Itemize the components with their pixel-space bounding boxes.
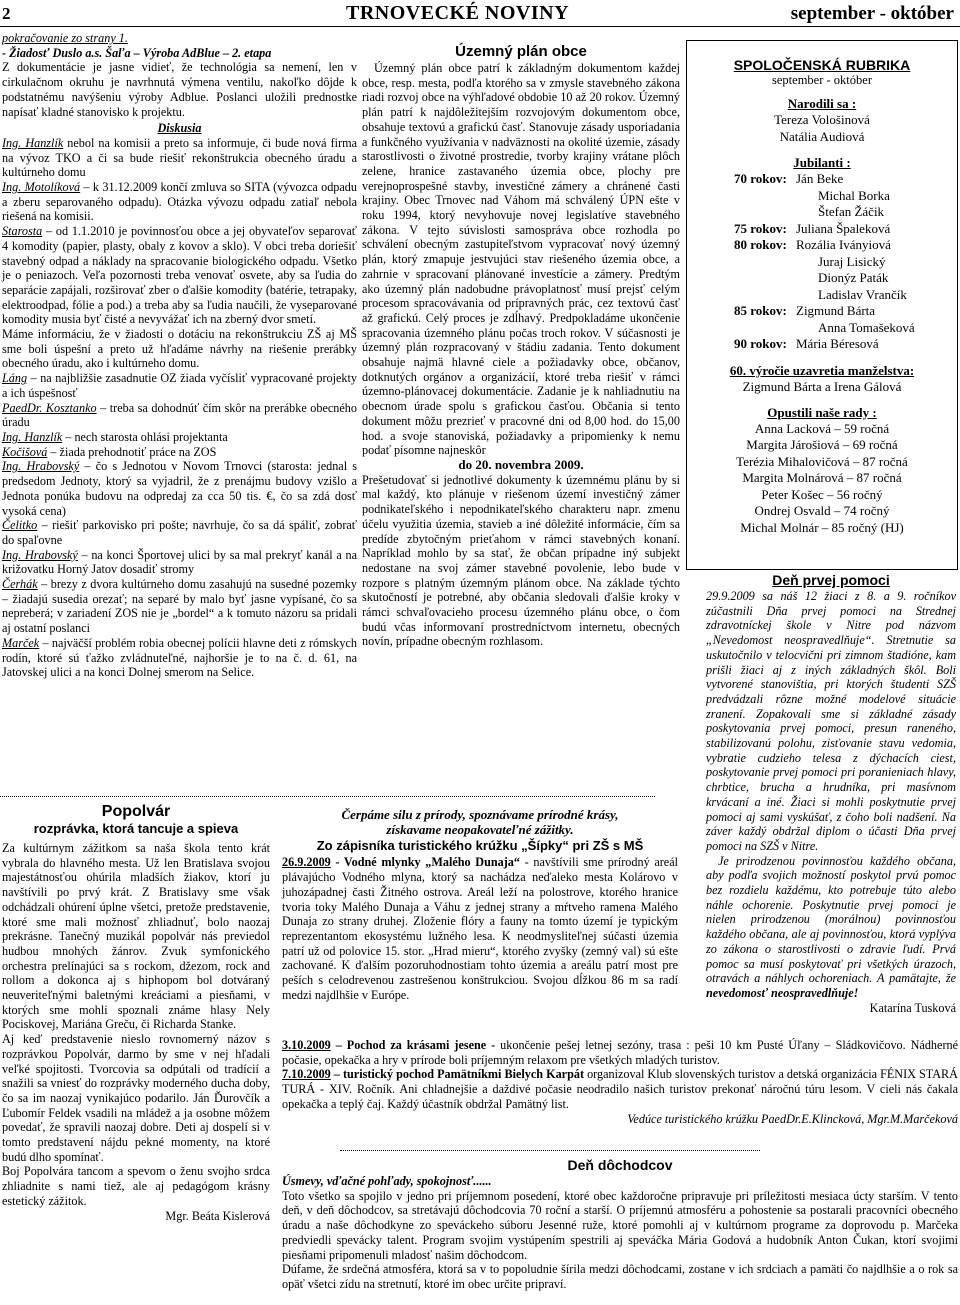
jubilee-row	[734, 237, 957, 254]
left-column	[2, 31, 357, 680]
births-list	[687, 112, 957, 145]
first-aid-title: Deň prvej pomoci	[772, 572, 890, 588]
continuation-note: pokračovanie zo strany 1.	[2, 31, 128, 45]
hike-1-title: - Vodné mlynky „Malého Dunaja“	[330, 855, 520, 870]
hiking-signature: Vedúce turistického krúžku PaedDr.E.Klincková, Mgr.M.Marčeková	[627, 1111, 958, 1126]
first-aid-article	[706, 572, 956, 1015]
speaker-name: Čelitko	[2, 518, 38, 533]
speaker-text: – k 31.12.2009 končí zmluva so SITA (vývozca odpadu a zberu separovaného odpadu). Otázka vývozu odpadu zatiaľ nebola riešená na komisii.	[2, 180, 357, 224]
jubilee-name: Ján Beke	[796, 171, 844, 186]
hike-1-date: 26.9.2009	[282, 855, 331, 870]
speaker-name: Ing. Hanzlík	[2, 135, 64, 150]
discussion-item	[2, 327, 357, 371]
anniversary-couple: Zigmund Bárta a Irena Gálová	[742, 378, 902, 394]
speaker-name: Ing. Hrabovský	[2, 547, 78, 562]
jubilee-name: Ladislav Vrančík	[818, 286, 907, 302]
popolvar-text: Za kultúrnym zážitkom sa naša škola tento krát vybrala do hlavného mesta. Už len Bratislava svojou majestátnosťou ohúrila mladších žiakov, ktorí ju navštívili po prvý krát. Z Bratislavy sme však odchádzali ohúrení úplne všetci, pretože predstavenie, ktoré sme mali možnosť zhliadnuť, bolo naozaj prekrásne. Tanečný muzikál popolvár nás previedol hudbou mnohých žánrov. Zvuk symfonického orchestra prelínajúci sa s rockom, džezom, rock and rollom a dokonca aj s hiphopom bol dotváraný neuveriteľnými baletnými kreáciami a piesňami, v ktorých sme mohli spoznali známe hlasy Nely Pociskovej, Mariána Greču, či Richarda Stanke.	[2, 841, 270, 1032]
deceased-entry: Margita Molnárová – 87 ročná	[742, 470, 902, 485]
speaker-text: – brezy z dvora kultúrneho domu zasahujú na susedné pozemky – žiadajú susedia orezať; na separé by malo byť jasne vypísané, čo sa nepreberá; v zariadení ZOS nie je „bordel“ a k tomuto názoru sa pridali aj ostatní poslanci	[2, 577, 357, 636]
page-number: 2	[2, 4, 11, 23]
discussion-list	[2, 136, 357, 680]
discussion-item	[2, 224, 357, 327]
discussion-item	[2, 577, 357, 636]
speaker-text: – na konci Športovej ulici by sa mal prekryť kanál a na križovatku Horný Jatov dosadiť stromy	[2, 547, 357, 577]
jubilee-row	[734, 303, 957, 320]
deceased-list	[687, 421, 957, 537]
hiking-motto-2: získavame neopakovateľné zážitky.	[386, 821, 574, 837]
jubilees-heading: Jubilanti :	[793, 155, 851, 170]
speaker-text: – treba sa dohodnúť čím skôr na prerábke obecného úradu	[2, 400, 357, 430]
jubilee-age	[734, 204, 796, 221]
speaker-name: Ing. Hrabovský	[2, 459, 80, 474]
speaker-text: – čo s Jednotou v Novom Trnovci (starosta: jednal s predsedom Jednoty, ktorý sa vyjadril, že z prenájmu budovy vzišlo a Jednota ponúka budovu na odpredaj za cca 50 tis. €, čo sa zdá dosť vysoká cena)	[2, 459, 357, 518]
popolvar-article	[2, 802, 270, 1223]
speaker-text: nebol na komisii a preto sa informuje, či bude nová firma na vývoz TKO a či sa bude riešiť rekonštrukcia obecného úradu a kultúrneho domu	[2, 135, 357, 180]
jubilee-name: Anna Tomašeková	[818, 319, 915, 335]
hiking-title: Zo zápisníka turistického krúžku „Šípky“ pri ZŠ s MŠ	[316, 838, 644, 854]
births-heading: Narodili sa :	[787, 96, 857, 111]
popolvar-text-3: Boj Popolvára tancom a spevom o ženu svojho srdca zhliadnite s nami tiež, ale aj pedagógom krásny estetický zážitok.	[2, 1164, 270, 1208]
jubilee-name: Michal Borka	[818, 187, 890, 203]
jubilee-age: 85 rokov:	[734, 303, 787, 318]
popolvar-title: Popolvár	[101, 803, 171, 820]
social-column-box	[686, 40, 958, 570]
deceased-entry: Michal Molnár – 85 ročný (HJ)	[740, 519, 904, 535]
zoning-plan-text: Územný plán obce patrí k základným dokumentom každej obce, resp. mesta, podľa ktorého sa v zmysle stavebného zákona riadi rozvoj obce na výhľadové obdobie 10 až 20 rokov. Územný plán patrí k najdôležitejším rozvojovým dokumentom obce, obsahuje textovú a grafickú časť. Stanovuje zásady usporiadania a funkčného využívania v nadväznosti na okolité územie, zásady starostlivosti o životné prostredie, tvorby krajiny vrátane plôch zelene, hranice zastavaného územia obce, plochy pre verejnoprospešné stavby, investičné zámery a chránené časti krajiny. Obec Trnovec nad Váhom má schválený ÚPN ešte v roku 1994, ktorý nevyhovuje novej legislatíve stavebného zákona. V tejto súvislosti samospráva obce rozhodla po schválení obecným zastupiteľstvom vypracovať nový územný plán, ktorý zmapuje jestvujúci stav riešeného územia obce, a zahrnie v spracovaní plánované investície a zámery. Predtým ako územný plán nadobudne právoplatnosť musí prejsť celým procesom spracovávania od prípravných prác, cez textovú časť až grafickú. Celý proces je zdĺhavý. Predpokladáme ukončenie spracovania územného plánu počas troch rokov. V súčasnosti je územný plán rozpracovaný v štádiu zadania. Tento dokument obsahuje najmä hlavné ciele a požiadavky obce, občanov, dotknutých orgánov a organizácií, ktoré treba riešiť v rámci územno-plánovacej dokumentácie. Zadanie je k nahliadnutiu na obecnom úrade spolu s grafickou časťou. Občania si tento dokument môžu prezrieť v pracovné dni od 8,00 hod. do 15,00 hod. a svoje stanoviská, požiadavky a pripomienky k nemu podať písomne najneskôr	[362, 61, 680, 458]
discussion-item	[2, 136, 357, 180]
jubilee-age: 80 rokov:	[734, 237, 787, 252]
hike-1-text: - navštívili sme prírodný areál plávajúcho Vodného mlyna, ktorý sa nachádza neďaleko mesta Kolárovo v juhozápadnej časti Žitného ostrova. Areál leží na polostrove, ktorého hranice tvoria toky Malého Dunaja a Váhu z jednej strany a mŕtveho ramena Malého Dunaja zo strany druhej. Zloženie flóry a fauny na tomto území je typickým reprezentantom ekosystému lužného lesa. K neodmysliteľnej súčasti územia patrí už od polovice 15. stor. „Hrad mieru“, ktorého zvyšky (zemný val) sú ešte zachované. K ďalším pozoruhodnostiam tohto územia a areálu patrí most pre peších s celodrevenou zastrešenou konštrukciou. Svojou dĺžkou 86 m sa radí medzi najdlhšie v Európe.	[282, 855, 678, 1002]
deceased-entry: Terézia Mihalovičová – 87 ročná	[736, 453, 908, 469]
hike-3-text: organizoval Klub slovenských turistov a detská organizácia FÉNIX STARÁ TURÁ - XIV. Ročník. Ani chladnejšie a daždivé počasie neodradilo našich turistov prekonať náročnú túru lesom. V cieli nás čakala opekačka a teplý čaj. Každý účastník obdržal Pamätný list.	[282, 1067, 958, 1111]
newspaper-title: TRNOVECKÉ NOVINY	[346, 2, 570, 24]
page-header	[0, 0, 960, 27]
speaker-name: Láng	[2, 371, 28, 386]
jubilee-name: Zigmund Bárta	[796, 303, 876, 318]
popolvar-text-2: Aj keď predstavenie nieslo rovnomerný názov s rozprávkou Popolvár, darmo by sme v nej hľadali veľké spojitosti. Tvorcovia sa odpútali od tradícií a snažili sa vniesť do rozprávky moderného ducha doby, čo sa im naozaj vynikajúco podarilo. Ján Ďurovčík a Ľubomír Feldek vsadili na mládež a ja osobne môžem povedať, že spravili naozaj dobre. Deti aj dospelí si v tomto predstavení nájdu pekné momenty, na ktoré budú dlho spomínať.	[2, 1032, 270, 1164]
jubilee-age	[734, 287, 796, 304]
seniors-title: Deň dôchodcov	[567, 1157, 673, 1173]
seniors-divider	[340, 1150, 760, 1151]
anniversary-heading: 60. výročie uzavretia manželstva:	[729, 362, 915, 378]
discussion-item	[2, 445, 357, 460]
discussion-item	[2, 636, 357, 680]
discussion-heading: Diskusia	[157, 121, 202, 136]
speaker-name: Marček	[2, 635, 40, 650]
middle-column	[362, 42, 680, 649]
jubilee-name: Dionýz Paták	[818, 270, 889, 285]
speaker-name: Ing. Motolíková	[2, 180, 81, 195]
adblue-text: Z dokumentácie je jasne vidieť, že technológia sa nemení, len v cirkulačnom okruhu je navrhnutá výmena ventilu, nakoľko dôjde k podstatnému navýšeniu výroby Adblue. Poslanci uložili prednostke napísať kladné stanovisko k projektu.	[2, 60, 357, 119]
hike-3-date: 7.10.2009	[282, 1067, 331, 1082]
discussion-item	[2, 518, 357, 547]
hike-2-title: – Pochod za krásami jesene -	[330, 1038, 496, 1052]
jubilee-row	[734, 204, 957, 221]
speaker-text: – žiada prehodnotiť práce na ZOS	[47, 444, 217, 459]
seniors-text-2: Dúfame, že srdečná atmosféra, ktorá sa v to popoludnie šírila medzi dôchodcami, zostane v ich srdciach a pamäti čo najdlhšie a o rok sa opäť všetci zídu na stretnutí, ktoré im obec určite pripraví.	[282, 1262, 958, 1291]
speaker-text: – najväčší problém robia obecnej polícii hlavne deti z rómskych rodín, ktoré sú ťažko zvládnuteľné, najhoršie je to na č. d. 61, na Jatovskej ulici a na konci Dolnej smerom na Selice.	[2, 635, 357, 680]
first-aid-text-2: Je prirodzenou povinnosťou každého občana, aby podľa svojich možností poskytol prvú pomoc bez rozdielu každému, kto potrebuje túto alebo náhle ochorenie. Poskytnutie prvej pomoci je nielen prirodzenou (morálnou) povinnosťou každého občana, ale aj povinnosťou, ktorá vyplýva zo zákona o starostlivosti o zdravie ľudí. Prvá pomoc sa musí poskytovať pri všetkých úrazoch, otravách a náhlych ochoreniach. A pamätajte, že	[706, 853, 956, 986]
hiking-article	[282, 808, 678, 1002]
jubilee-name: Rozália Iványiová	[796, 237, 891, 252]
jubilee-name: Juliana Špaleková	[796, 220, 891, 236]
hike-2-text: ukončenie pešej letnej sezóny, trasa : peši 10 km Pusté Úľany – Sládkovičovo. Nádherné počasie, opekačka a hry v prírode boli príjemným relaxom pre všetkých mladých turistov.	[282, 1038, 959, 1067]
birth-entry: Natália Audiová	[779, 128, 865, 144]
jubilee-age	[734, 254, 796, 271]
popolvar-subtitle: rozprávka, ktorá tancuje a spieva	[33, 821, 239, 836]
hiking-motto-1: Čerpáme silu z prírody, spoznávame prírodné krásy,	[341, 807, 619, 822]
social-column-subtitle: september - október	[772, 73, 872, 87]
speaker-text: – nech starosta ohlási projektanta	[62, 429, 228, 444]
jubilee-row	[734, 188, 957, 205]
jubilee-row	[734, 171, 957, 188]
deceased-entry: Ondrej Osvald – 74 ročný	[754, 503, 890, 518]
jubilee-age: 75 rokov:	[734, 220, 787, 236]
social-column-title: SPOLOČENSKÁ RUBRIKA	[733, 57, 911, 73]
agenda-item-adblue: - Žiadosť Duslo a.s. Šaľa – Výroba AdBlue – 2. etapa	[2, 45, 272, 60]
seniors-article	[282, 1157, 958, 1292]
discussion-item	[2, 401, 357, 430]
jubilee-row	[734, 287, 957, 304]
discussion-item	[2, 459, 357, 518]
first-aid-emphasis: nevedomosť neospravedlňuje!	[706, 985, 859, 1000]
jubilee-name: Štefan Žáčik	[818, 204, 885, 219]
hike-3-title: – turistický pochod Pamätníkmi Bielych Karpát	[330, 1067, 585, 1082]
deceased-entry: Margita Járošiová – 69 ročná	[746, 437, 898, 452]
jubilee-name: Juraj Lisický	[818, 253, 886, 269]
discussion-item	[2, 180, 357, 224]
deceased-entry: Anna Lacková – 59 ročná	[754, 420, 890, 436]
seniors-motto: Úsmevy, vďačné pohľady, spokojnosť......	[282, 1174, 492, 1188]
jubilee-row	[734, 270, 957, 287]
speaker-name: Čerhák	[2, 577, 38, 592]
speaker-name: Starosta	[2, 224, 43, 239]
hiking-article-wide	[282, 1038, 958, 1126]
jubilee-age	[734, 320, 796, 337]
discussion-item	[2, 371, 357, 400]
jubilee-age: 90 rokov:	[734, 336, 787, 351]
section-divider	[0, 796, 655, 797]
discussion-item	[2, 430, 357, 445]
jubilee-name: Mária Béresová	[796, 336, 879, 351]
speaker-name: Kočišová	[2, 444, 48, 459]
deceased-heading: Opustili naše rady :	[767, 404, 877, 420]
first-aid-text: 29.9.2009 sa náš 12 žiaci z 8. a 9. ročníkov zúčastnili Dňa prvej pomoci na Strednej zdravotníckej škole v Nitre pod názvom „Nevedomost neospravedlňuje“. Stretnutie sa uskutočnilo v telocvični pri zimnom štadióne, kam prišli žiaci aj z iných základných škôl. Boli vytvorené stanovištia, pri ktorých študenti SZŠ predvádzali rôzne možné modelové situácie zranení. Zopakovali sme si základné zásady poskytovania prvej pomoci, presun raneného, stabilizovanú polohu, zisťovanie stavu vedomia, vybratie cudzieho telesa z dýchacích ciest, poskytovanie prvej pomoci pri poranieniach hlavy, chrbtice, brucha a hrudníka, pri masívnom krvácaní a iné. Žiaci si mohli poskytnutie prvej pomoci aj sami vyskúšať, z čoho boli nadšení. Na záver každý obdržal diplom o účasti Dňa prvej pomoci na SZŠ v Nitre.	[706, 589, 956, 853]
speaker-text: – od 1.1.2010 je povinnosťou obce a jej obyvateľov separovať 4 komodity (papier, plasty, obaly z kovov a sklo). V obci treba doriešiť stavebný odpad a náklady na spracovanie biologického odpadu. Všetko je o peniazoch. Veľa pozornosti treba venovať osvete, aby sa ľudia do separácie zapájali, rozširovať zber o ďalšie komodity (batérie, tetrapaky, elektroodpad, fólie a pod.) a treba aby sa ľudia naučili, že vyseparované komodity musia byť čisté a nevyvážať ich na zberný dvor smetí.	[2, 224, 357, 327]
jubilee-row	[734, 221, 957, 238]
jubilee-row	[734, 336, 957, 353]
seniors-text: Toto všetko sa spojilo v jedno pri príjemnom posedení, ktoré obec každoročne pripravuje pri príležitosti mesiaca úcty starším. V tento deň, v deň dôchodcov, sa stretávajú dôchodcovia 70 roční a starší. O príjemnú atmosféru a pohostenie sa postarali pracovníci obecného úradu a naše dôchodkyne zo speváckeho súboru Jesenné ruže, ktoré pomohli aj v kultúrnom programe za doprovodu p. Marčeka predviedli spevácky talent. Program svojim vystúpením spestrili aj speváčka Mária Godová a hudobník Anton Čukan, ktorí svojimi piesňami pripomenuli mladosť našim dôchodcom.	[282, 1188, 958, 1262]
speaker-text: – riešiť parkovisko pri pošte; navrhuje, čo sa dá spáliť, zobrať do spaľovne	[2, 518, 357, 547]
zoning-plan-deadline: do 20. novembra 2009.	[458, 456, 584, 472]
zoning-plan-title: Územný plán obce	[455, 43, 587, 60]
jubilee-row	[734, 254, 957, 271]
speaker-text: Máme informáciu, že v žiadosti o dotáciu na rekonštrukciu ZŠ aj MŠ sme boli úspešní a preto už hľadáme návrhy na riešenie prerábky obecného úradu, ako i kultúrneho domu.	[2, 327, 357, 371]
jubilees-list	[687, 171, 957, 353]
speaker-name: Ing. Hanzlík	[2, 429, 63, 444]
first-aid-signature: Katarína Tusková	[869, 1000, 956, 1015]
discussion-item	[2, 548, 357, 577]
hike-2-date: 3.10.2009	[282, 1038, 331, 1052]
jubilee-age	[734, 270, 796, 287]
speaker-name: PaedDr. Kosztanko	[2, 400, 97, 415]
speaker-text: – na najbližšie zasadnutie OZ žiada vyčísliť vypracované projekty a ich úspešnosť	[2, 371, 357, 400]
popolvar-signature: Mgr. Beáta Kislerová	[165, 1208, 270, 1223]
issue-date: september - október	[790, 3, 954, 24]
birth-entry: Tereza Vološinová	[774, 112, 870, 127]
zoning-plan-text-2: Prešetudovať si jednotlivé dokumenty k územnému plánu by si mal každý, kto plánuje v riešenom území investičný zámer podnikateľského i nepodnikateľského charakteru napr. zmenu účelu využitia územia, stavieb a iné dôležité informácie, čím sa predíde zbytočným prieťahom v rámci stavebných konaní. Napríklad mohlo by sa stať, že občan prípadne iný subjekt nedostane na svoj zámer stavebné povolenie, lebo bude v rozpore s platným územným plánom obce. Na základe týchto skutočností je potrebné, aby občania sledovali ďalšie kroky v rámci schvaľovacieho procesu územného plánu obce, o čom budú včas informovaní prostredníctvom internetu, obecných novín, prípadne obecným rozhlasom.	[362, 472, 680, 649]
jubilee-age	[734, 188, 796, 205]
deceased-entry: Peter Košec – 56 ročný	[761, 486, 883, 502]
jubilee-row	[734, 320, 957, 337]
jubilee-age: 70 rokov:	[734, 171, 787, 186]
